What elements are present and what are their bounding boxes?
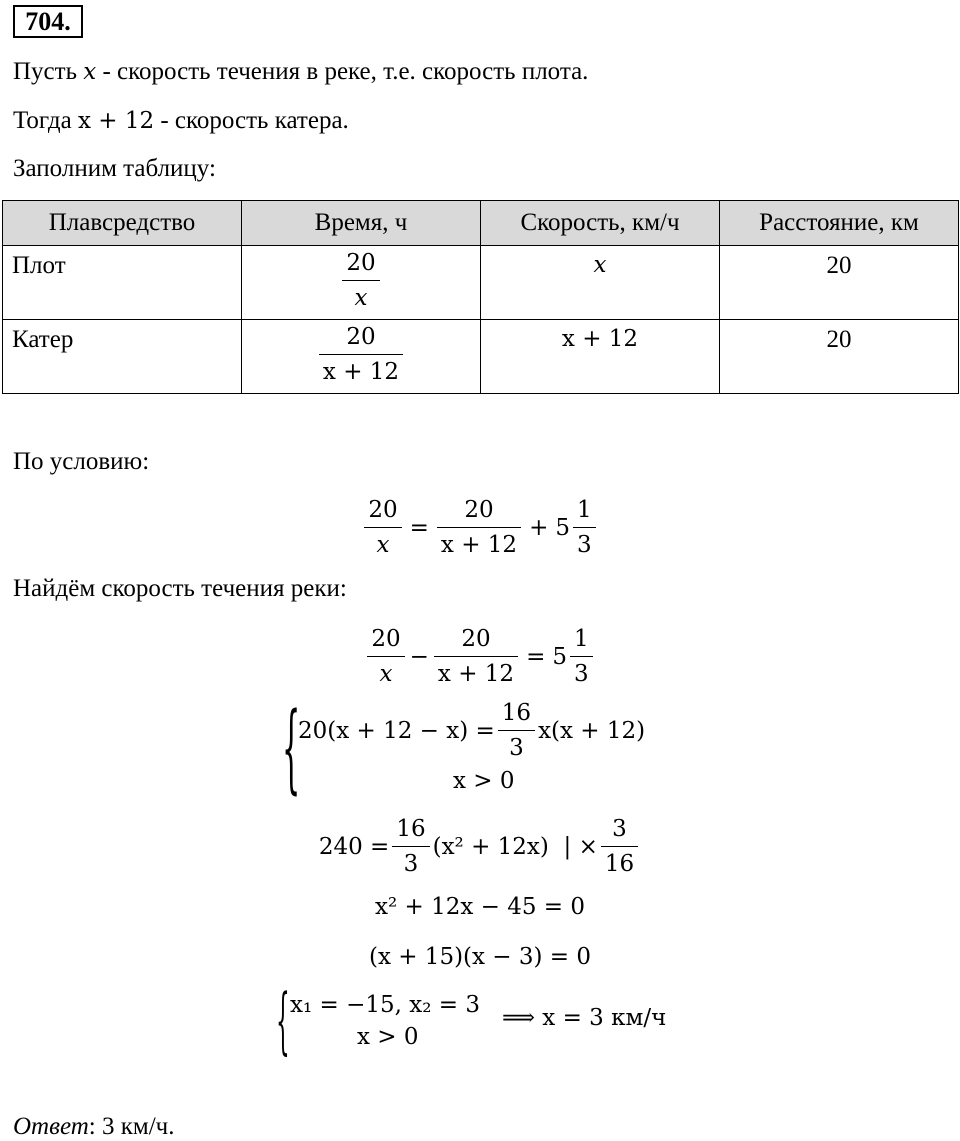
equation-3-left: 240 =: [318, 834, 390, 860]
var-x: x: [83, 59, 97, 85]
fraction-numerator: 20: [346, 324, 376, 350]
fraction: [367, 628, 404, 686]
intro-line-2-pre: Тогда: [13, 107, 78, 134]
fraction-denominator: x + 12: [434, 656, 518, 686]
minus-sign: −: [409, 644, 429, 670]
data-table: [2, 200, 959, 394]
fraction-denominator: 16: [601, 846, 638, 876]
speed-value: x + 12: [561, 326, 639, 352]
fraction-denominator: 3: [573, 527, 596, 557]
fraction-numerator: 16: [396, 816, 426, 842]
table-row: [3, 246, 959, 320]
fraction: [498, 702, 535, 760]
intro-line-2: [13, 107, 349, 135]
fraction-numerator: 1: [573, 626, 589, 652]
fraction-numerator: 20: [464, 497, 494, 523]
equals-sign: =: [409, 515, 429, 541]
fraction: [570, 628, 593, 686]
fraction: [392, 818, 429, 876]
fraction-denominator: x: [342, 280, 379, 310]
mixed-whole: 5: [555, 515, 570, 541]
fraction-numerator: 1: [576, 497, 592, 523]
header-vehicle: Плавсредство: [3, 201, 242, 246]
cell-name: Катер: [3, 320, 242, 394]
find-label: Найдём скорость течения реки:: [13, 575, 347, 602]
equation-3-mid: (x² + 12x): [432, 834, 549, 860]
fraction-denominator: 3: [498, 730, 535, 760]
answer-text: : 3 км/ч.: [88, 1113, 175, 1140]
fraction-numerator: 20: [371, 626, 401, 652]
answer-label: Ответ: [13, 1113, 89, 1140]
problem-number: 704.: [13, 5, 83, 38]
table-header-row: [3, 201, 959, 246]
equation-3-times: | ×: [548, 834, 598, 860]
fraction: [437, 499, 521, 557]
header-speed: Скорость, км/ч: [481, 201, 720, 246]
time-fraction: [319, 326, 403, 384]
cell-distance: 20: [720, 246, 959, 320]
fraction: [434, 628, 518, 686]
system-2-line-2: x > 0: [357, 1024, 419, 1050]
equation-4: x² + 12x − 45 = 0: [374, 894, 585, 920]
intro-line-1-post: - скорость течения в реке, т.е. скорость плота.: [96, 58, 589, 85]
intro-line-1: [13, 58, 588, 86]
equals-sign: =: [526, 644, 546, 670]
intro-line-3: Заполним таблицу:: [13, 155, 216, 182]
time-fraction: [342, 252, 379, 310]
condition-label: По условию:: [13, 448, 150, 475]
fraction-numerator: 3: [612, 816, 627, 842]
fraction-denominator: x: [364, 527, 401, 557]
equation-5: (x + 15)(x − 3) = 0: [368, 944, 592, 970]
fraction: [601, 818, 638, 876]
system-1-line-1: [298, 702, 645, 760]
system-1-line-1-right: x(x + 12): [538, 718, 646, 744]
left-brace-icon: {: [276, 978, 290, 1062]
equation-2: [0, 622, 960, 692]
table-row: [3, 320, 959, 394]
fraction-denominator: x + 12: [437, 527, 521, 557]
equation-3: [0, 812, 960, 882]
cell-time: [242, 320, 481, 394]
system-1-line-2: x > 0: [453, 768, 515, 794]
expr-x-plus-12: x + 12: [77, 108, 155, 134]
fraction: [364, 499, 401, 557]
system-2-result: ⟹ x = 3 км/ч: [502, 1005, 667, 1031]
cell-distance: 20: [720, 320, 959, 394]
equation-1: [0, 493, 960, 563]
cell-speed: [481, 246, 720, 320]
system-2-line-1: x₁ = −15, x₂ = 3: [290, 992, 480, 1018]
left-brace-icon: {: [282, 692, 301, 804]
fraction-numerator: 20: [368, 497, 398, 523]
intro-line-2-post: - скорость катера.: [154, 107, 349, 134]
header-distance: Расстояние, км: [720, 201, 959, 246]
fraction-numerator: 20: [461, 626, 491, 652]
header-time: Время, ч: [242, 201, 481, 246]
fraction-denominator: x: [367, 656, 404, 686]
speed-value: x: [593, 252, 607, 278]
mixed-whole: 5: [552, 644, 567, 670]
cell-time: [242, 246, 481, 320]
intro-line-1-pre: Пусть: [13, 58, 84, 85]
fraction-denominator: 3: [570, 656, 593, 686]
fraction-numerator: 16: [501, 700, 532, 726]
fraction: [573, 499, 596, 557]
plus-sign: +: [529, 515, 549, 541]
fraction-denominator: x + 12: [319, 354, 403, 384]
cell-name: Плот: [3, 246, 242, 320]
fraction-numerator: 20: [346, 250, 376, 276]
fraction-denominator: 3: [392, 846, 429, 876]
cell-speed: [481, 320, 720, 394]
system-1-line-1-left: 20(x + 12 − x) =: [298, 718, 495, 744]
answer-line: [13, 1113, 174, 1141]
